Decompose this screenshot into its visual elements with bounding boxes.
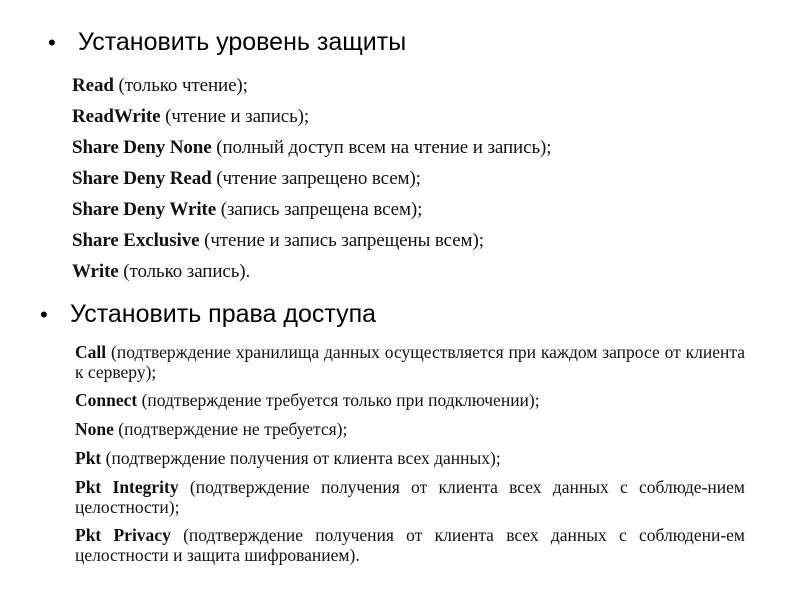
item-keyword: Share Deny None xyxy=(72,137,212,158)
item-description: (только запись). xyxy=(118,261,251,282)
item-description: (подтверждение получения от клиента всех данных с соблюде-нием целостности); xyxy=(75,477,745,517)
list-item xyxy=(72,167,712,198)
list-item xyxy=(75,525,745,565)
list-item xyxy=(72,105,712,136)
bullet-icon: • xyxy=(48,30,56,55)
item-description: (запись запрещена всем); xyxy=(216,199,423,220)
item-keyword: Share Deny Write xyxy=(72,199,217,220)
item-keyword: Share Exclusive xyxy=(72,230,200,251)
list-item xyxy=(75,342,745,382)
item-keyword: Call xyxy=(75,342,107,362)
item-description: (подтверждение получения от клиента всех данных); xyxy=(101,448,501,468)
item-keyword: Pkt xyxy=(75,448,102,468)
item-description: (подтверждение требуется только при подключении); xyxy=(137,390,540,410)
item-keyword: ReadWrite xyxy=(72,106,161,127)
item-keyword: Read xyxy=(72,75,114,96)
list-item xyxy=(72,260,712,291)
list-item xyxy=(72,229,712,260)
item-keyword: Pkt Integrity xyxy=(75,477,179,497)
protection-level-heading-text: Установить уровень защиты xyxy=(78,28,407,56)
item-description: (чтение и запись); xyxy=(160,106,310,127)
access-rights-list xyxy=(75,342,745,573)
list-item xyxy=(75,477,745,517)
item-keyword: Write xyxy=(72,261,119,282)
item-description: (чтение и запись запрещены всем); xyxy=(199,230,484,251)
list-item xyxy=(75,448,745,468)
item-description: (подтверждение не требуется); xyxy=(113,419,348,439)
list-item xyxy=(72,136,712,167)
list-item xyxy=(75,390,745,410)
access-rights-heading-text: Установить права доступа xyxy=(70,300,377,328)
protection-level-heading xyxy=(48,27,406,58)
item-description: (подтверждение получения от клиента всех данных с соблюдени-ем целостности и защита шифрованием). xyxy=(75,525,745,565)
item-description: (чтение запрещено всем); xyxy=(211,168,421,189)
item-keyword: Connect xyxy=(75,390,138,410)
item-description: (только чтение); xyxy=(113,75,248,96)
list-item xyxy=(72,198,712,229)
item-keyword: None xyxy=(75,419,114,439)
list-item xyxy=(72,74,712,105)
bullet-icon: • xyxy=(40,302,48,327)
item-description: (подтверждение хранилища данных осуществляется при каждом запросе от клиента к серверу); xyxy=(75,342,745,382)
item-keyword: Pkt Privacy xyxy=(75,525,171,545)
item-keyword: Share Deny Read xyxy=(72,168,212,189)
list-item xyxy=(75,419,745,439)
protection-level-list xyxy=(72,74,712,291)
access-rights-heading xyxy=(40,299,376,330)
item-description: (полный доступ всем на чтение и запись); xyxy=(211,137,552,158)
